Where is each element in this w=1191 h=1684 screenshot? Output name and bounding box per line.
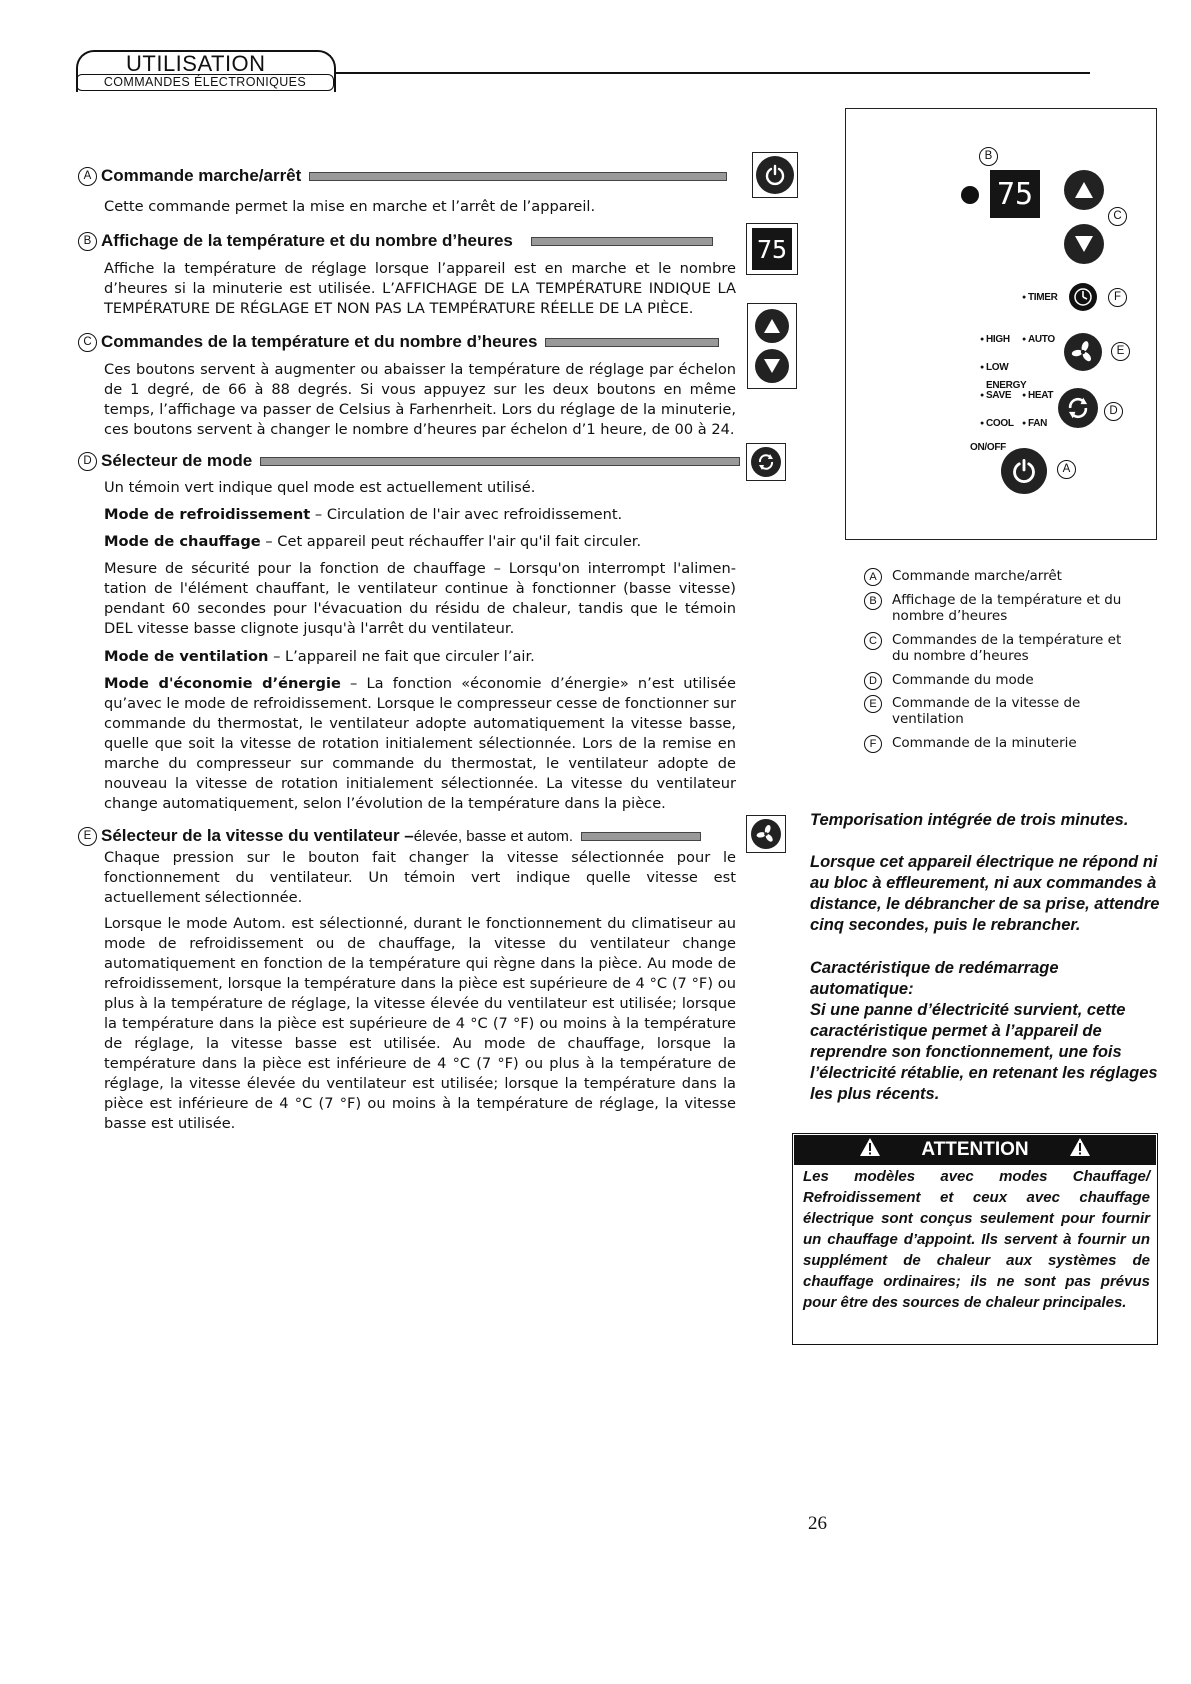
legend-item-d bbox=[864, 672, 1122, 690]
mode-button-icon-box bbox=[746, 443, 786, 481]
power-button-icon-box bbox=[752, 152, 798, 198]
power-icon bbox=[756, 156, 794, 194]
legend-item-c bbox=[864, 632, 1122, 664]
fan-mode-label: Mode de ventilation bbox=[104, 648, 269, 665]
section-e-text-1: Chaque pression sur le bouton fait changer la vitesse sélectionnée pour le fonctionnement du ventilateur. Un témoin vert indique quelle vitesse est actuellement sélectionnée. bbox=[104, 849, 736, 906]
section-d-title: Sélecteur de mode bbox=[101, 451, 253, 470]
temp-buttons-icon-box bbox=[747, 303, 797, 389]
timer-clock-icon bbox=[1069, 283, 1097, 311]
cool-mode-label: Mode de refroidissement bbox=[104, 506, 311, 523]
note-unresponsive: Lorsque cet appareil électrique ne répond ni au bloc à effleurement, ni aux commandes à distance, le débrancher de sa prise, attendre cinq secondes, puis le rebrancher. bbox=[810, 853, 1160, 934]
legend-item-a bbox=[864, 568, 1122, 586]
panel-low-label: ● LOW bbox=[980, 362, 1008, 373]
section-a-text: Cette commande permet la mise en marche et l’arrêt de l’appareil. bbox=[104, 198, 596, 215]
section-e-bar bbox=[581, 832, 701, 841]
page-number: 26 bbox=[808, 1513, 827, 1534]
warning-triangle-icon-right bbox=[1069, 1137, 1091, 1163]
panel-timer-label: ● TIMER bbox=[1022, 292, 1058, 303]
section-c-title: Commandes de la température et du nombre d’heures bbox=[101, 332, 538, 351]
attention-header bbox=[794, 1135, 1156, 1165]
panel-letter-e: E bbox=[1111, 342, 1130, 361]
heat-mode-text: – Cet appareil peut réchauffer l'air qu'il fait circuler. bbox=[260, 533, 642, 550]
panel-energy-label: ENERGY bbox=[986, 380, 1027, 391]
header-subtitle: COMMANDES ÉLECTRONIQUES bbox=[76, 74, 334, 91]
section-b-text: Affiche la température de réglage lorsque l’appareil est en marche et le nombre d’heures si la minuterie est utilisée. L’AFFICHAGE DE LA TEMPÉRATURE INDIQUE LA TEMPÉRATURE DE RÉGLAGE ET NON PAS LA TEMPÉRATURE RÉELLE DE LA PIÈCE. bbox=[104, 260, 736, 317]
attention-title: ATTENTION bbox=[921, 1139, 1029, 1160]
legend-letter-d: D bbox=[864, 672, 882, 690]
note-restart-text: Si une panne d’électricité survient, cette caractéristique permet à l’appareil de reprendre son fonctionnement, une fois l’électricité rétablie, en retenant les réglages les plus récents. bbox=[810, 1001, 1158, 1103]
panel-display-readout: 75 bbox=[990, 170, 1040, 218]
panel-letter-d: D bbox=[1104, 402, 1123, 421]
section-c-text: Ces boutons servent à augmenter ou abaisser la température de réglage par échelon de 1 degré, de 66 à 88 degrés. Si vous appuyez sur les deux boutons en même temps, l’affichage va passer de Celsius à Farhenrheit. Lors du réglage de la minuterie, ces boutons servent à changer le nombre d’heures par échelon d’1 heure, de 00 à 24. bbox=[104, 361, 736, 438]
panel-mode-cycle-icon bbox=[1058, 388, 1098, 428]
section-e-title-suffix: élevée, basse et autom. bbox=[413, 827, 574, 845]
section-d-heat bbox=[104, 532, 736, 552]
section-b-title: Affichage de la température et du nombre d’heures bbox=[101, 231, 513, 250]
panel-letter-b: B bbox=[979, 147, 998, 166]
section-a-bar bbox=[309, 172, 727, 181]
mode-cycle-icon bbox=[751, 447, 781, 477]
panel-letter-c: C bbox=[1108, 207, 1127, 226]
section-d-bar bbox=[260, 457, 740, 466]
panel-letter-a: A bbox=[1057, 460, 1076, 479]
header-title: UTILISATION bbox=[126, 51, 266, 76]
panel-arrow-up-icon bbox=[1064, 170, 1104, 210]
section-a-heading bbox=[78, 166, 727, 186]
legend-item-e bbox=[864, 695, 1092, 727]
legend-text-b: Affichage de la température et du nombre d’heures bbox=[892, 592, 1122, 624]
panel-heat-label: ● HEAT bbox=[1022, 390, 1053, 401]
section-d-letter: D bbox=[78, 452, 97, 471]
section-d-fan bbox=[104, 647, 736, 667]
display-icon-box bbox=[746, 223, 798, 275]
legend-letter-a: A bbox=[864, 568, 882, 586]
section-b-heading bbox=[78, 231, 713, 251]
warning-triangle-icon bbox=[859, 1137, 881, 1163]
panel-cool-label: ● COOL bbox=[980, 418, 1014, 429]
note-delay: Temporisation intégrée de trois minutes. bbox=[810, 811, 1129, 829]
display-readout-small: 75 bbox=[752, 228, 792, 270]
legend-letter-c: C bbox=[864, 632, 882, 650]
fan-icon bbox=[751, 819, 781, 849]
legend-letter-f: F bbox=[864, 735, 882, 753]
section-b-letter: B bbox=[78, 232, 97, 251]
legend-text-e: Commande de la vitesse de ventilation bbox=[892, 695, 1081, 727]
section-d-eco bbox=[104, 674, 736, 814]
section-e-letter: E bbox=[78, 827, 97, 846]
note-restart-title: Caractéristique de redémarrage automatique: bbox=[810, 959, 1059, 998]
arrow-up-icon bbox=[755, 309, 789, 343]
legend-item-b bbox=[864, 592, 1122, 624]
eco-mode-text: – La fonction «économie d’énergie» n’est utilisée qu’avec le mode de refroidissement. Lorsque le compresseur cesse de fonctionner sur commande du thermostat, le ventilateur adopte automatiquement la vitesse basse, quelle que soit la vitesse de rotation initialement sélectionnée. Lors de la remise en marche du compresseur sur commande du thermostat, le ventilateur adopte de nouveau la vitesse de rotation initialement sélectionnée. La vitesse du ventilateur change automatiquement, selon l’évolution de la température dans la pièce. bbox=[104, 675, 736, 812]
arrow-down-icon bbox=[755, 349, 789, 383]
panel-fan-label: ● FAN bbox=[1022, 418, 1047, 429]
panel-onoff-label: ON/OFF bbox=[970, 442, 1006, 453]
legend-letter-e: E bbox=[864, 695, 882, 713]
section-a-letter: A bbox=[78, 167, 97, 186]
section-b-bar bbox=[531, 237, 713, 246]
panel-fan-icon bbox=[1064, 333, 1102, 371]
cool-mode-text: – Circulation de l'air avec refroidissement. bbox=[310, 506, 623, 523]
legend-text-f: Commande de la minuterie bbox=[892, 735, 1077, 751]
legend-text-d: Commande du mode bbox=[892, 672, 1034, 688]
eco-mode-label: Mode d'économie d’énergie bbox=[104, 675, 341, 692]
legend-item-f bbox=[864, 735, 1122, 753]
section-d-safety: Mesure de sécurité pour la fonction de chauffage – Lorsqu'on interrompt l'alimen- tation de l'élément chauffant, le ventilateur continue à fonctionner (basse vitesse) pendant 60 secondes pour l'évacuation du résidu de chaleur, tandis que le témoin DEL vitesse basse clignote jusqu'à l'arrêt du ventilateur. bbox=[104, 560, 736, 637]
section-d-cool bbox=[104, 505, 736, 525]
attention-text: Les modèles avec modes Chauffage/ Refroidissement et ceux avec chauffage électrique sont conçus seulement pour fournir un chauffage d’appoint. Ils servent à fournir un supplément de chaleur aux systèmes de chauffage ordinaires; ils ne sont pas prévus pour être des sources de chaleur principales. bbox=[803, 1168, 1150, 1311]
section-d-intro: Un témoin vert indique quel mode est actuellement utilisé. bbox=[104, 479, 536, 496]
section-c-bar bbox=[545, 338, 719, 347]
heat-mode-label: Mode de chauffage bbox=[104, 533, 261, 550]
header-rule bbox=[334, 72, 1090, 74]
section-e-text-2: Lorsque le mode Autom. est sélectionné, durant le fonctionnement du climatiseur au mode de refroidissement ou de chauffage, la vitesse du ventilateur change automatiquement en fonction de la température qui règne dans la pièce. Au mode de refroidissement, lorsque la température dans la pièce est supérieure de 4 °C (7 °F) ou plus à la température de réglage, la vitesse élevée du ventilateur est utilisée; lorsque la température dans la pièce est supérieure de 4 °C (7 °F) ou moins à la température de réglage, la vitesse basse est utilisée. Au mode de chauffage, lorsque la température dans la pièce est inférieure de 4 °C (7 °F) ou plus à la température de réglage, la vitesse élevée du ventilateur est utilisée; lorsque la température dans la pièce est inférieure de 4 °C (7 °F) ou moins à la température de réglage, la vitesse basse est utilisée. bbox=[104, 915, 736, 1132]
panel-indicator-dot bbox=[961, 186, 979, 204]
panel-high-label: ● HIGH bbox=[980, 334, 1010, 345]
section-a-title: Commande marche/arrêt bbox=[101, 166, 302, 185]
fan-mode-text: – L’appareil ne fait que circuler l’air. bbox=[268, 648, 535, 665]
section-d-heading bbox=[78, 451, 740, 471]
section-e-title: Sélecteur de la vitesse du ventilateur – bbox=[101, 826, 414, 845]
panel-arrow-down-icon bbox=[1064, 224, 1104, 264]
panel-letter-f: F bbox=[1108, 288, 1127, 307]
section-e-heading bbox=[78, 826, 701, 846]
section-c-letter: C bbox=[78, 333, 97, 352]
legend-text-a: Commande marche/arrêt bbox=[892, 568, 1062, 584]
panel-power-icon bbox=[1001, 448, 1047, 494]
panel-save-label: ● SAVE bbox=[980, 390, 1011, 401]
legend-text-c: Commandes de la température et du nombre d’heures bbox=[892, 632, 1122, 664]
section-c-heading bbox=[78, 332, 719, 352]
legend-letter-b: B bbox=[864, 592, 882, 610]
panel-auto-label: ● AUTO bbox=[1022, 334, 1055, 345]
fan-button-icon-box bbox=[746, 815, 786, 853]
